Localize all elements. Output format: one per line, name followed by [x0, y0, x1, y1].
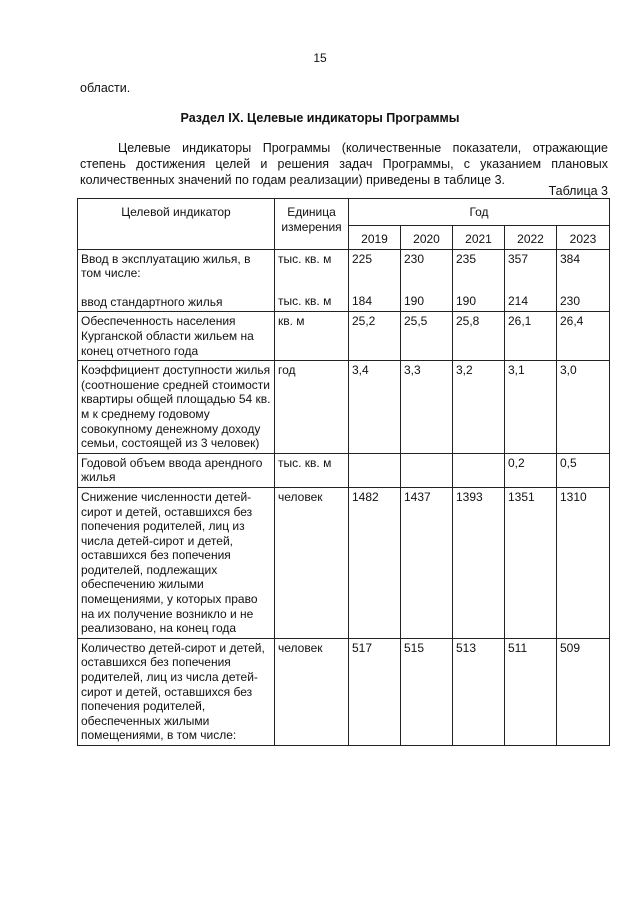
value-2019: 517: [349, 638, 401, 745]
value-2021: 1393: [453, 487, 505, 638]
value-cell: [401, 249, 453, 312]
table-label: Таблица 3: [548, 184, 608, 198]
value-2022: 3,1: [505, 361, 557, 454]
value-2023: 3,0: [557, 361, 610, 454]
value-2020: 3,3: [401, 361, 453, 454]
intro-text: Целевые индикаторы Программы (количественные показатели, отражающие степень достижения целей и решения задач Программы, с указанием плановых количественных значений по годам реализации) приведены в таблице 3.: [80, 141, 608, 187]
sub-value-2023: 230: [560, 294, 581, 309]
value-2020: 230: [404, 251, 425, 266]
table-row: [78, 361, 610, 454]
header-year-2022: 2022: [505, 226, 557, 250]
value-2020: 25,5: [401, 312, 453, 361]
intro-paragraph: [80, 140, 608, 188]
value-cell: [557, 249, 610, 312]
sub-value-2020: 190: [404, 294, 425, 309]
sub-value-2021: 190: [456, 294, 477, 309]
value-2019: 25,2: [349, 312, 401, 361]
sub-indicator-name: ввод стандартного жилья: [81, 294, 223, 309]
unit-cell: [275, 249, 349, 312]
value-2022: 357: [508, 251, 529, 266]
indicator-cell: Коэффициент доступности жилья (соотношение средней стоимости квартиры общей площадью 54 кв. м к среднему годовому совокупному денежному доходу семьи, состоящей из 3 человек): [78, 361, 275, 454]
value-2023: 384: [560, 251, 581, 266]
header-year-2020: 2020: [401, 226, 453, 250]
table-row: [78, 312, 610, 361]
header-year: Год: [349, 199, 610, 226]
value-cell: [349, 249, 401, 312]
value-2023: 509: [557, 638, 610, 745]
unit-value: тыс. кв. м: [278, 251, 332, 266]
header-year-2023: 2023: [557, 226, 610, 250]
table-row: [78, 638, 610, 745]
value-2019: 3,4: [349, 361, 401, 454]
indicators-table: [77, 198, 610, 746]
unit-cell: кв. м: [275, 312, 349, 361]
value-2020: 1437: [401, 487, 453, 638]
value-2023: 0,5: [557, 453, 610, 487]
page-number: 15: [313, 51, 327, 65]
table-row: [78, 487, 610, 638]
table-row: [78, 453, 610, 487]
value-2019: 1482: [349, 487, 401, 638]
value-2022: 0,2: [505, 453, 557, 487]
unit-cell: человек: [275, 487, 349, 638]
value-2022: 26,1: [505, 312, 557, 361]
value-2023: 1310: [557, 487, 610, 638]
header-row: [78, 199, 610, 226]
indicator-name: Ввод в эксплуатацию жилья, в том числе:: [81, 251, 251, 281]
value-2021: 513: [453, 638, 505, 745]
value-2022: 511: [505, 638, 557, 745]
value-2020: [401, 453, 453, 487]
header-year-2021: 2021: [453, 226, 505, 250]
value-2021: 3,2: [453, 361, 505, 454]
header-unit: Единица измерения: [275, 199, 349, 250]
sub-unit-value: тыс. кв. м: [278, 294, 332, 309]
previous-page-text: области.: [80, 81, 131, 95]
table-row: [78, 249, 610, 312]
value-cell: [505, 249, 557, 312]
value-2020: 515: [401, 638, 453, 745]
value-2021: 25,8: [453, 312, 505, 361]
value-cell: [453, 249, 505, 312]
value-2019: [349, 453, 401, 487]
value-2019: 225: [352, 251, 373, 266]
sub-value-2022: 214: [508, 294, 529, 309]
indicator-cell: Обеспеченность населения Курганской области жильем на конец отчетного года: [78, 312, 275, 361]
indicator-cell: [78, 249, 275, 312]
unit-cell: человек: [275, 638, 349, 745]
header-year-2019: 2019: [349, 226, 401, 250]
indicator-cell: Годовой объем ввода арендного жилья: [78, 453, 275, 487]
section-title: Раздел IX. Целевые индикаторы Программы: [180, 111, 460, 125]
sub-value-2019: 184: [352, 294, 373, 309]
value-2021: [453, 453, 505, 487]
indicator-cell: Снижение численности детей-сирот и детей, оставшихся без попечения родителей, лиц из числа детей-сирот и детей, оставшихся без попечения родителей, подлежащих обеспечению жилыми помещениями, у которых право на их получение возникло и не реализовано, на конец года: [78, 487, 275, 638]
unit-cell: год: [275, 361, 349, 454]
value-2022: 1351: [505, 487, 557, 638]
value-2023: 26,4: [557, 312, 610, 361]
header-indicator: Целевой индикатор: [78, 199, 275, 250]
value-2021: 235: [456, 251, 477, 266]
indicator-cell: Количество детей-сирот и детей, оставшихся без попечения родителей, лиц из числа детей-сирот и детей, оставшихся без попечения родителей, обеспеченных жилыми помещениями, в том числе:: [78, 638, 275, 745]
unit-cell: тыс. кв. м: [275, 453, 349, 487]
